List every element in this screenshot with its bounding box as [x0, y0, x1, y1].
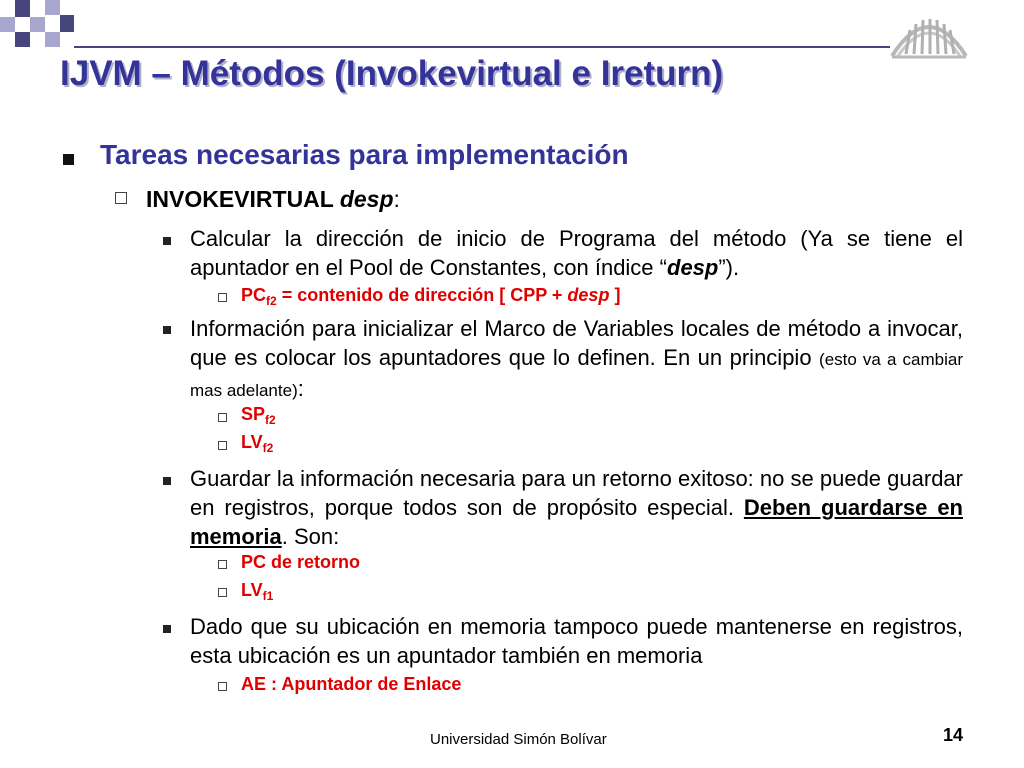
section-heading: Tareas necesarias para implementación [100, 139, 629, 170]
page-number: 14 [943, 725, 964, 745]
bullet-hollow-square-icon [218, 293, 227, 302]
paragraph-frame-init: Información para inicializar el Marco de Variables locales de método a invocar, que es colocar los apuntadores que lo definen. En un principio (esto va a cambiar mas adelante): [190, 316, 963, 401]
slide-title: IJVM – Métodos (Invokevirtual e Ireturn) [60, 54, 724, 93]
paragraph-address-calc: Calcular la dirección de inicio de Programa del método (Ya se tiene el apuntador en el Pool de Constantes, con índice “desp”). [190, 226, 963, 280]
pc-retorno-item: PC de retorno [241, 552, 361, 572]
lv-f1-item: $LV_{f1}$ [241, 580, 274, 603]
ae-item: AE : Apuntador de Enlace [241, 674, 462, 694]
bullet-hollow-square-icon [218, 560, 227, 569]
title-rule [74, 46, 890, 48]
university-logo-icon [888, 6, 970, 66]
bullet-hollow-square-icon [218, 682, 227, 691]
invokevirtual-heading: INVOKEVIRTUAL desp: [146, 186, 400, 212]
bullet-hollow-square-icon [218, 441, 227, 450]
bullet-hollow-square-icon [218, 413, 227, 422]
bullet-hollow-square-icon [115, 192, 127, 204]
bullet-square-icon [163, 625, 171, 633]
footer-institution: Universidad Simón Bolívar [430, 731, 607, 748]
paragraph-link-pointer: Dado que su ubicación en memoria tampoco puede mantenerse en registros, esta ubicación es un apuntador también en memoria [190, 614, 963, 668]
lv-f2-item: $LV_{f2}$ [241, 432, 274, 455]
bullet-square-icon [163, 477, 171, 485]
bullet-square-icon [163, 237, 171, 245]
sp-f2-item: $SP_{f2}$ [241, 404, 276, 427]
pc-f2-item: $PC_{f2}$ = contenido de dirección [ CPP + desp ] [241, 285, 621, 308]
bullet-square-icon [63, 154, 74, 165]
bullet-hollow-square-icon [218, 588, 227, 597]
bullet-square-icon [163, 326, 171, 334]
paragraph-return-info: Guardar la información necesaria para un retorno exitoso: no se puede guardar en registros, porque todos son de propósito especial. Deben guardarse en memoria. Son: [190, 466, 963, 549]
